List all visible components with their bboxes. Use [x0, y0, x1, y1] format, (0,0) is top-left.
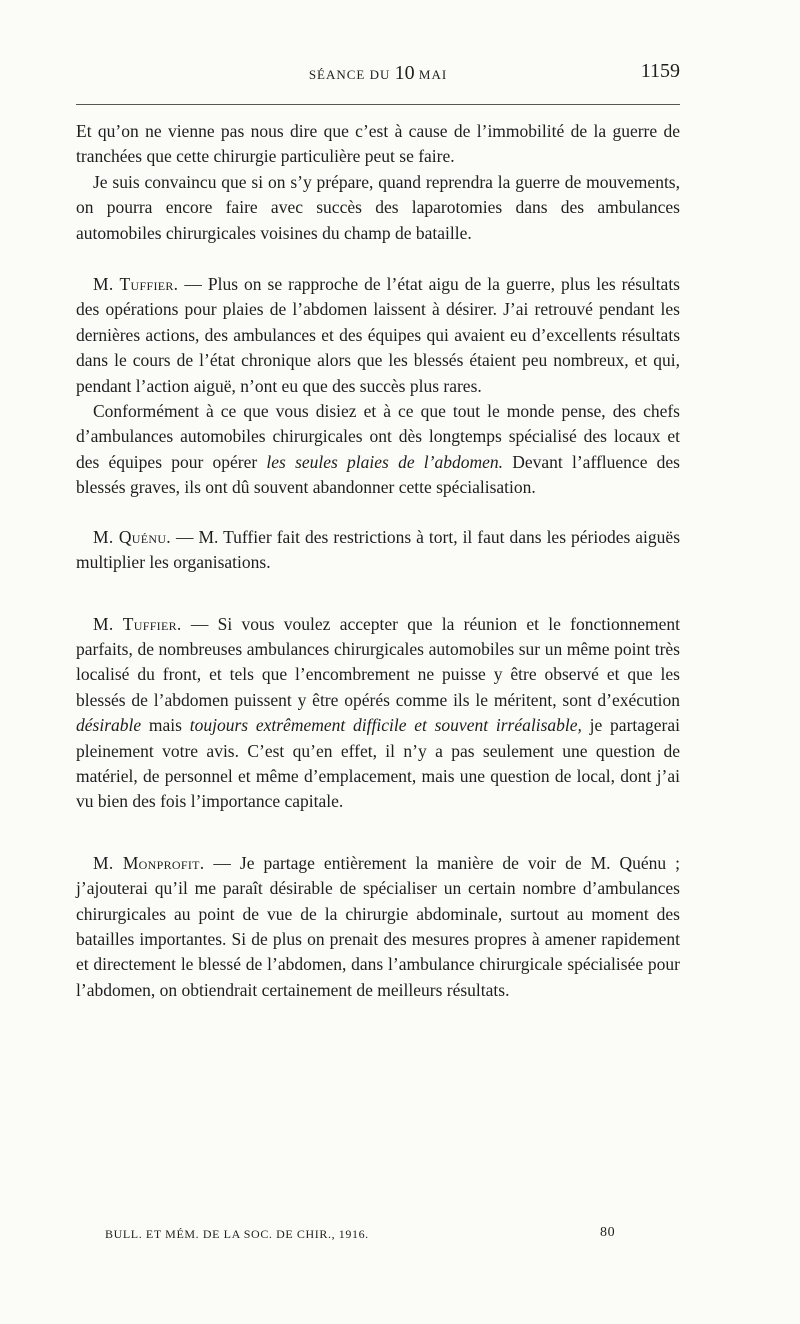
running-title-text: SÉANCE DU: [308, 67, 391, 82]
paragraph-6-text-a: — Si vous voulez accepter que la réunion et le fonctionnement parfaits, de nombreuses ambulances chirurgicales automobiles sur un même point très localisé du front, et tels que l’encombrement ne puisse y être observé et que les blessés de l’abdomen puissent y être opérés comme ils le méritent, sont d’exécution: [76, 613, 680, 710]
paragraph-5-text: — M. Tuffier fait des restrictions à tort, il faut dans les périodes aiguës multiplier les organisations.: [76, 526, 680, 573]
paragraph-3: [76, 272, 680, 399]
paragraph-6-text-b: mais: [141, 715, 190, 736]
body-text: [76, 119, 680, 1003]
speaker-name: M. Tuffier.: [93, 274, 179, 295]
paragraph-3-text: — Plus on se rapproche de l’état aigu de la guerre, plus les résultats des opérations pour plaies de l’abdomen laissent à désirer. J’ai retrouvé pendant les dernières actions, des ambulances et des équipes qui avaient eu d’excellents résultats dans le cours de l’état chronique alors que les blessés étaient peu nombreux, et qui, pendant l’action aiguë, n’ont eu que des succès plus rares.: [76, 274, 680, 396]
running-header: [76, 62, 680, 92]
paragraph-4-text-a: Conformément à ce que vous disiez et à ce que tout le monde pense, des chefs d’ambulances automobiles chirurgicales ont dès longtemps spécialisé des locaux et des équipes pour opérer: [76, 401, 680, 472]
header-rule: [76, 104, 680, 105]
speaker-name: M. Monprofit.: [93, 852, 205, 873]
paragraph-6-italic-2: toujours extrêmement difficile et souvent irréalisable,: [189, 715, 582, 736]
paragraph-6-text-c: je partagerai pleinement votre avis. C’est qu’en effet, il n’y a pas seulement une question de matériel, de personnel et même d’emplacement, mais une question de local, dont j’ai vu bien des fois l’importance capitale.: [76, 715, 680, 812]
page: [76, 62, 680, 1003]
running-title-day: 10: [394, 62, 415, 84]
signature-mark: 80: [600, 1225, 616, 1240]
paragraph-7: [76, 851, 680, 1003]
paragraph-5: [76, 525, 680, 576]
running-title-month: MAI: [418, 67, 448, 82]
paragraph-2: Je suis convaincu que si on s’y prépare, quand reprendra la guerre de mouvements, on pourra encore faire avec succès des laparotomies dans des ambulances automobiles chirurgicales voisines du champ de bataille.: [76, 171, 680, 243]
page-number: 1159: [640, 60, 680, 82]
speaker-name: M. Quénu.: [93, 526, 171, 547]
paragraph-4-text-b: Devant l’affluence des blessés graves, ils ont dû souvent abandonner cette spécialisation.: [76, 451, 680, 498]
speaker-name: M. Tuffier.: [93, 613, 182, 634]
paragraph-4: [76, 399, 680, 501]
paragraph-6: [76, 612, 680, 815]
running-title: [76, 62, 680, 85]
paragraph-1: Et qu’on ne vienne pas nous dire que c’est à cause de l’immobilité de la guerre de tranchées que cette chirurgie particulière peut se faire.: [76, 121, 680, 167]
paragraph-7-text: — Je partage entièrement la manière de voir de M. Quénu ; j’ajouterai qu’il me paraît désirable de spécialiser un certain nombre d’ambulances chirurgicales au point de vue de la chirurgie abdominale, surtout au moment des batailles importantes. Si de plus on prenait des mesures propres à amener rapidement et directement le blessé de l’abdomen, dans l’ambulance chirurgicale spécialisée pour l’abdomen, on obtiendrait certainement de meilleurs résultats.: [76, 852, 681, 1000]
journal-citation: BULL. ET MÉM. DE LA SOC. DE CHIR., 1916.: [105, 1227, 369, 1241]
paragraph-4-italic: les seules plaies de l’abdomen.: [266, 451, 504, 472]
paragraph-6-italic-1: désirable: [76, 715, 142, 736]
